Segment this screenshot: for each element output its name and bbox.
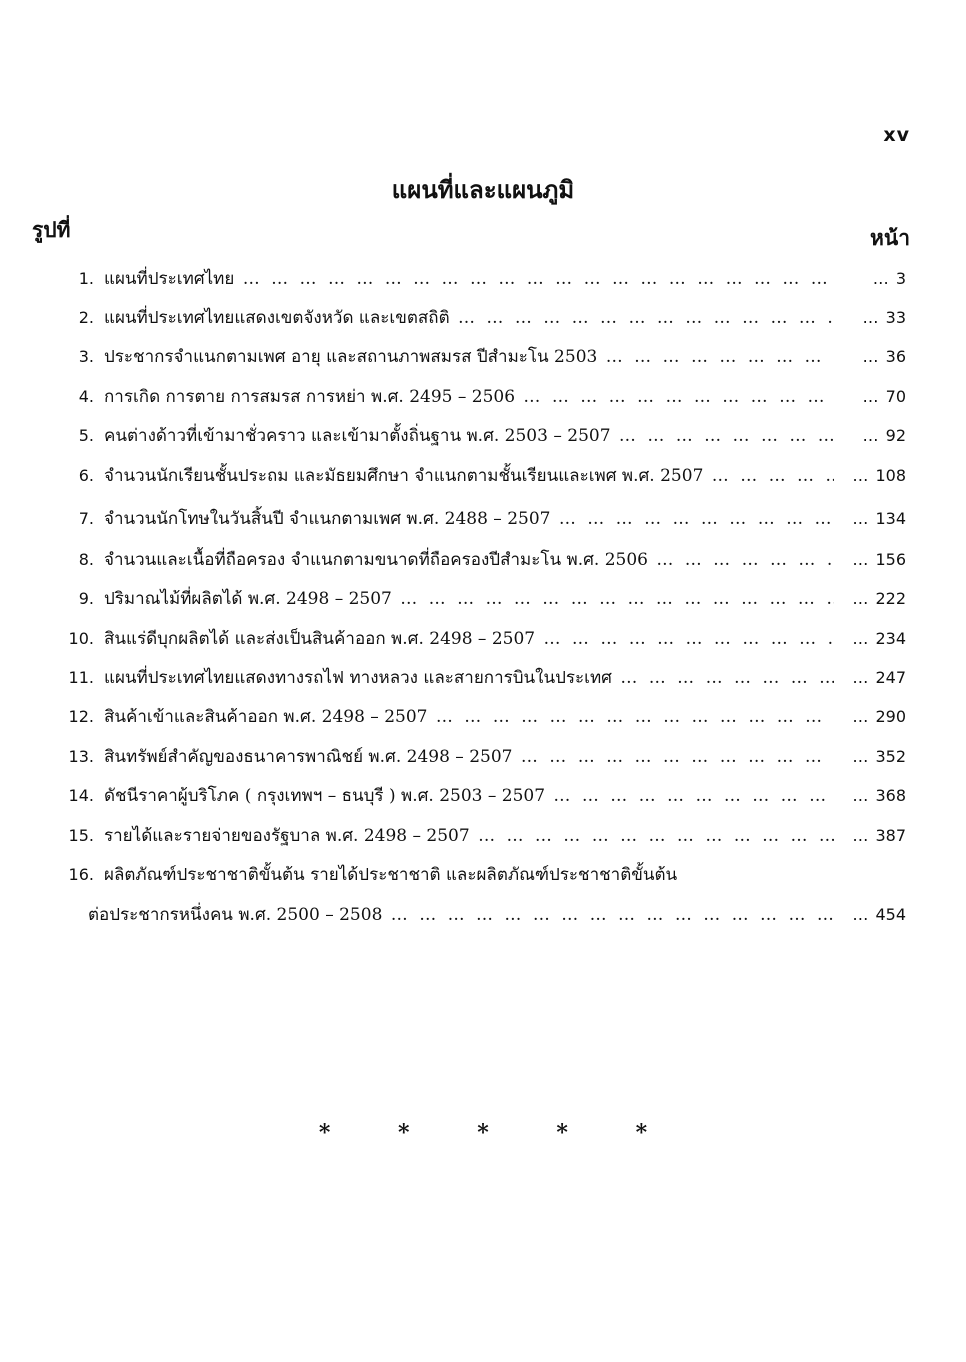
entry-title: สินค้าเข้าและสินค้าออก พ.ศ. 2498 – 2507 … … … … … … … … … … … … … … … … … … … … … … … … … … … … … … … … … … … … … … … … … … … xyxy=(104,700,834,734)
list-item xyxy=(0,380,966,414)
entry-page: … 368 xyxy=(834,779,906,813)
list-item xyxy=(0,779,966,813)
column-header-page: หน้า xyxy=(870,225,910,250)
entry-number: 12. xyxy=(68,707,94,726)
entry-title: สินทรัพย์สำคัญของธนาคารพาณิชย์ พ.ศ. 2498 – 2507 … … … … … … … … … … … … … … … … … … … … … … … … … … … … … … … … … … … … … … … … … … … xyxy=(104,740,834,774)
column-header-figure: รูปที่ xyxy=(32,217,71,242)
asterisk-mark: * xyxy=(398,1120,410,1146)
entry-page: … 156 xyxy=(834,543,906,577)
entry-title: การเกิด การตาย การสมรส การหย่า พ.ศ. 2495 – 2506 … … … … … … … … … … … … … … … … … … … … … … … … … … … … … … … … … … … … … … … … … … … xyxy=(104,380,834,414)
list-item xyxy=(0,582,966,616)
entry-page: … 33 xyxy=(834,301,906,335)
list-item xyxy=(0,622,966,656)
entry-number: 16. xyxy=(68,865,94,884)
entry-number: 9. xyxy=(78,589,94,608)
section-end-marks xyxy=(0,1120,966,1146)
entry-page: … 36 xyxy=(834,340,906,374)
list-item xyxy=(0,543,966,577)
entry-title: ปริมาณไม้ที่ผลิตได้ พ.ศ. 2498 – 2507 … … … … … … … … … … … … … … … … … … … … … … … … … … … … … … … … … … … … … … … … … … … xyxy=(104,582,834,616)
entry-title: แผนที่ประเทศไทย … … … … … … … … … … … … … … … … … … … … … … … … … … … … … … … … … … … … … … … … … … … xyxy=(104,262,834,296)
list-item xyxy=(0,502,966,536)
asterisk-mark: * xyxy=(318,1120,331,1146)
entry-page: … 454 xyxy=(834,898,906,932)
entry-number: 8. xyxy=(78,550,94,569)
entry-page: … 290 xyxy=(834,700,906,734)
entry-page: … 3 xyxy=(834,262,906,296)
entry-number: 15. xyxy=(68,826,94,845)
list-item xyxy=(0,419,966,453)
entry-number: 4. xyxy=(78,387,94,406)
entry-number: 1. xyxy=(78,269,94,288)
entry-title: จำนวนนักเรียนชั้นประถม และมัธยมศึกษา จำแนกตามชั้นเรียนและเพศ พ.ศ. 2507 … … … … … … … … … … … … … … … … … … … … … … … … … … … … … … … … … … … … … … … … … … … xyxy=(104,459,834,493)
entry-title: จำนวนนักโทษในวันสิ้นปี จำแนกตามเพศ พ.ศ. 2488 – 2507 … … … … … … … … … … … … … … … … … … … … … … … … … … … … … … … … … … … … … … … … … … … xyxy=(104,502,834,536)
asterisk-mark: * xyxy=(556,1120,568,1146)
entry-number: 10. xyxy=(68,629,94,648)
entry-title: คนต่างด้าวที่เข้ามาชั่วคราว และเข้ามาตั้งถิ่นฐาน พ.ศ. 2503 – 2507 … … … … … … … … … … … … … … … … … … … … … … … … … … … … … … … … … … … … … … … … … … … xyxy=(104,419,834,453)
list-item xyxy=(0,262,966,296)
entry-page: … 222 xyxy=(834,582,906,616)
list-item xyxy=(0,661,966,695)
entry-page: … 134 xyxy=(834,502,906,536)
entry-number: 5. xyxy=(78,426,94,445)
entry-page: … 108 xyxy=(834,459,906,493)
list-item xyxy=(0,459,966,493)
entry-page: … 234 xyxy=(834,622,906,656)
asterisk-mark: * xyxy=(635,1120,648,1146)
page-number: xv xyxy=(883,124,910,146)
entry-number: 2. xyxy=(78,308,94,327)
list-item xyxy=(0,340,966,374)
entry-title-continued: ต่อประชากรหนึ่งคน พ.ศ. 2500 – 2508 … … … … … … … … … … … … … … … … … … … … … … … … … … … … … … … … … … … … … … … … … … … xyxy=(88,898,834,932)
entry-page: … 70 xyxy=(834,380,906,414)
entry-title: จำนวนและเนื้อที่ถือครอง จำแนกตามขนาดที่ถือครองปีสำมะโน พ.ศ. 2506 … … … … … … … … … … … … … … … … … … … … … … … … … … … … … … … … … … … … … … … … … … … xyxy=(104,543,834,577)
entry-title: ประชากรจำแนกตามเพศ อายุ และสถานภาพสมรส ปีสำมะโน 2503 … … … … … … … … … … … … … … … … … … … … … … … … … … … … … … … … … … … … … … … … … … … xyxy=(104,340,834,374)
asterisk-mark: * xyxy=(477,1120,489,1146)
list-item xyxy=(0,898,966,932)
list-item xyxy=(0,301,966,335)
entry-number: 13. xyxy=(68,747,94,766)
entry-number: 14. xyxy=(68,786,94,805)
list-item xyxy=(0,819,966,853)
entry-title: แผนที่ประเทศไทยแสดงเขตจังหวัด และเขตสถิติ … … … … … … … … … … … … … … … … … … … … … … … … … … … … … … … … … … … … … … … … … … … xyxy=(104,301,834,335)
entry-title: แผนที่ประเทศไทยแสดงทางรถไฟ ทางหลวง และสายการบินในประเทศ … … … … … … … … … … … … … … … … … … … … … … … … … … … … … … … … … … … … … … … … … … … xyxy=(104,661,834,695)
entry-page: … 247 xyxy=(834,661,906,695)
entry-page: … 387 xyxy=(834,819,906,853)
entry-title: ดัชนีราคาผู้บริโภค ( กรุงเทพฯ – ธนบุรี ) พ.ศ. 2503 – 2507 … … … … … … … … … … … … … … … … … … … … … … … … … … … … … … … … … … … … … … … … … … … xyxy=(104,779,834,813)
entry-page: … 352 xyxy=(834,740,906,774)
entry-number: 3. xyxy=(78,347,94,366)
list-item xyxy=(0,700,966,734)
entry-title: รายได้และรายจ่ายของรัฐบาล พ.ศ. 2498 – 2507 … … … … … … … … … … … … … … … … … … … … … … … … … … … … … … … … … … … … … … … … … … … xyxy=(104,819,834,853)
list-item xyxy=(0,858,966,892)
list-item xyxy=(0,740,966,774)
entry-number: 7. xyxy=(78,509,94,528)
entry-number: 6. xyxy=(78,466,94,485)
entry-title: สินแร่ดีบุกผลิตได้ และส่งเป็นสินค้าออก พ.ศ. 2498 – 2507 … … … … … … … … … … … … … … … … … … … … … … … … … … … … … … … … … … … … … … … … … … … xyxy=(104,622,834,656)
entry-number: 11. xyxy=(68,668,94,687)
entry-title: ผลิตภัณฑ์ประชาชาติขั้นต้น รายได้ประชาชาติ และผลิตภัณฑ์ประชาชาติขั้นต้น xyxy=(104,865,678,885)
page-title: แผนที่และแผนภูมิ xyxy=(391,175,575,204)
entry-page: … 92 xyxy=(834,419,906,453)
